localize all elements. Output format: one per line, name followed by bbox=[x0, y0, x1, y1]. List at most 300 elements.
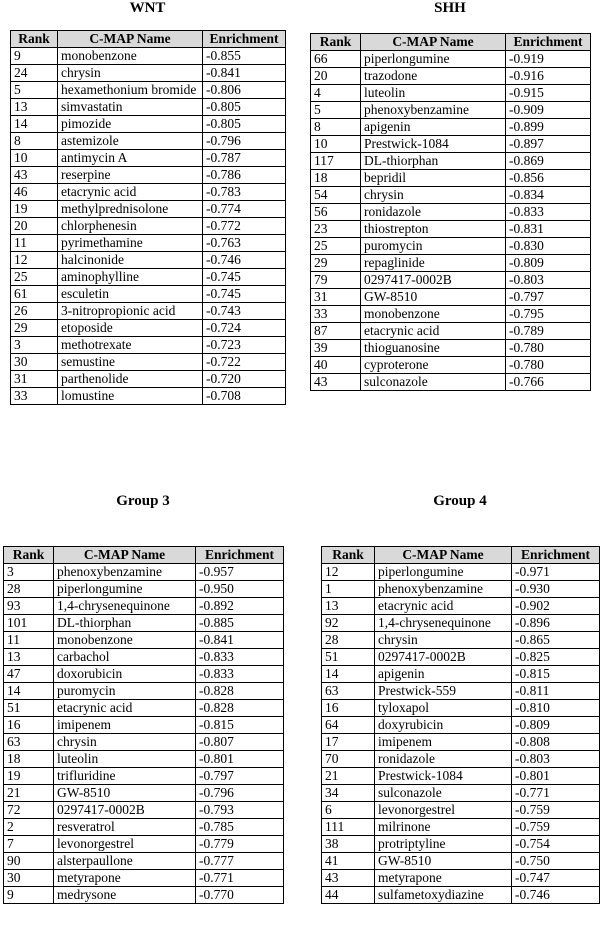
cmap-name-cell: apigenin bbox=[361, 119, 506, 136]
enrichment-cell: -0.841 bbox=[203, 65, 286, 82]
rank-cell: 18 bbox=[4, 751, 54, 768]
enrichment-cell: -0.805 bbox=[203, 99, 286, 116]
enrichment-cell: -0.919 bbox=[506, 51, 591, 68]
enrichment-cell: -0.815 bbox=[196, 717, 284, 734]
enrichment-cell: -0.795 bbox=[506, 306, 591, 323]
rank-cell: 44 bbox=[322, 887, 375, 904]
enrichment-cell: -0.803 bbox=[512, 751, 600, 768]
enrichment-cell: -0.745 bbox=[203, 269, 286, 286]
cmap-name-cell: monobenzone bbox=[58, 48, 203, 65]
enrichment-cell: -0.809 bbox=[506, 255, 591, 272]
enrichment-cell: -0.770 bbox=[196, 887, 284, 904]
enrichment-cell: -0.957 bbox=[196, 564, 284, 581]
rank-cell: 63 bbox=[4, 734, 54, 751]
table-row bbox=[4, 802, 284, 819]
rank-cell: 61 bbox=[11, 286, 58, 303]
rank-cell: 72 bbox=[4, 802, 54, 819]
cmap-name-cell: sulconazole bbox=[361, 374, 506, 391]
cmap-name-cell: Prestwick-1084 bbox=[375, 768, 512, 785]
cmap-name-cell: puromycin bbox=[54, 683, 196, 700]
rank-cell: 34 bbox=[322, 785, 375, 802]
cmap-name-cell: astemizole bbox=[58, 133, 203, 150]
enrichment-cell: -0.746 bbox=[512, 887, 600, 904]
cmap-name-header: C-MAP Name bbox=[58, 31, 203, 48]
shh-table bbox=[310, 33, 591, 391]
rank-cell: 20 bbox=[11, 218, 58, 235]
cmap-name-cell: pyrimethamine bbox=[58, 235, 203, 252]
cmap-name-cell: monobenzone bbox=[361, 306, 506, 323]
cmap-name-cell: chrysin bbox=[54, 734, 196, 751]
rank-cell: 41 bbox=[322, 853, 375, 870]
cmap-name-cell: antimycin A bbox=[58, 150, 203, 167]
cmap-name-cell: puromycin bbox=[361, 238, 506, 255]
enrichment-cell: -0.801 bbox=[196, 751, 284, 768]
cmap-name-cell: monobenzone bbox=[54, 632, 196, 649]
rank-cell: 21 bbox=[322, 768, 375, 785]
enrichment-cell: -0.786 bbox=[203, 167, 286, 184]
rank-cell: 10 bbox=[11, 150, 58, 167]
table-row bbox=[322, 819, 600, 836]
rank-cell: 111 bbox=[322, 819, 375, 836]
enrichment-cell: -0.865 bbox=[512, 632, 600, 649]
enrichment-cell: -0.803 bbox=[506, 272, 591, 289]
enrichment-header: Enrichment bbox=[506, 34, 591, 51]
group4-table-block bbox=[321, 546, 600, 904]
table-row bbox=[4, 598, 284, 615]
rank-cell: 2 bbox=[4, 819, 54, 836]
table-row bbox=[311, 187, 591, 204]
table-row bbox=[4, 768, 284, 785]
cmap-name-cell: hexamethonium bromide bbox=[58, 82, 203, 99]
table-row bbox=[11, 167, 286, 184]
table-row bbox=[322, 649, 600, 666]
rank-cell: 16 bbox=[4, 717, 54, 734]
enrichment-cell: -0.783 bbox=[203, 184, 286, 201]
enrichment-cell: -0.807 bbox=[196, 734, 284, 751]
table-row bbox=[311, 221, 591, 238]
table-row bbox=[11, 320, 286, 337]
cmap-name-cell: simvastatin bbox=[58, 99, 203, 116]
rank-cell: 7 bbox=[4, 836, 54, 853]
rank-cell: 70 bbox=[322, 751, 375, 768]
rank-cell: 29 bbox=[311, 255, 361, 272]
cmap-name-cell: chrysin bbox=[361, 187, 506, 204]
cmap-name-cell: 0297417-0002B bbox=[375, 649, 512, 666]
cmap-name-cell: metyrapone bbox=[54, 870, 196, 887]
table-row bbox=[322, 870, 600, 887]
table-row bbox=[322, 615, 600, 632]
enrichment-cell: -0.746 bbox=[203, 252, 286, 269]
table-row bbox=[311, 170, 591, 187]
table-row bbox=[4, 649, 284, 666]
rank-cell: 92 bbox=[322, 615, 375, 632]
rank-cell: 28 bbox=[4, 581, 54, 598]
cmap-name-cell: esculetin bbox=[58, 286, 203, 303]
table-row bbox=[311, 255, 591, 272]
enrichment-cell: -0.825 bbox=[512, 649, 600, 666]
table-header-row bbox=[4, 547, 284, 564]
enrichment-cell: -0.833 bbox=[196, 649, 284, 666]
cmap-name-cell: sulfametoxydiazine bbox=[375, 887, 512, 904]
table-row bbox=[322, 853, 600, 870]
table-row bbox=[11, 150, 286, 167]
cmap-name-cell: levonorgestrel bbox=[54, 836, 196, 853]
group3-table-block bbox=[3, 546, 284, 904]
enrichment-cell: -0.774 bbox=[203, 201, 286, 218]
enrichment-header: Enrichment bbox=[512, 547, 600, 564]
rank-cell: 64 bbox=[322, 717, 375, 734]
rank-cell: 31 bbox=[11, 371, 58, 388]
rank-cell: 14 bbox=[11, 116, 58, 133]
rank-cell: 5 bbox=[11, 82, 58, 99]
table-row bbox=[311, 238, 591, 255]
enrichment-cell: -0.743 bbox=[203, 303, 286, 320]
group3-table bbox=[3, 546, 284, 904]
enrichment-cell: -0.789 bbox=[506, 323, 591, 340]
table-row bbox=[4, 785, 284, 802]
cmap-name-cell: GW-8510 bbox=[54, 785, 196, 802]
enrichment-cell: -0.841 bbox=[196, 632, 284, 649]
rank-cell: 29 bbox=[11, 320, 58, 337]
rank-cell: 38 bbox=[322, 836, 375, 853]
enrichment-cell: -0.916 bbox=[506, 68, 591, 85]
enrichment-cell: -0.808 bbox=[512, 734, 600, 751]
group3-title: Group 3 bbox=[116, 493, 170, 509]
rank-cell: 101 bbox=[4, 615, 54, 632]
enrichment-cell: -0.909 bbox=[506, 102, 591, 119]
enrichment-cell: -0.771 bbox=[196, 870, 284, 887]
cmap-name-cell: etoposide bbox=[58, 320, 203, 337]
table-row bbox=[4, 615, 284, 632]
rank-cell: 66 bbox=[311, 51, 361, 68]
table-header-row bbox=[322, 547, 600, 564]
cmap-name-cell: thioguanosine bbox=[361, 340, 506, 357]
cmap-name-cell: piperlongumine bbox=[361, 51, 506, 68]
enrichment-cell: -0.892 bbox=[196, 598, 284, 615]
table-row bbox=[4, 751, 284, 768]
rank-cell: 51 bbox=[322, 649, 375, 666]
rank-cell: 26 bbox=[11, 303, 58, 320]
enrichment-cell: -0.766 bbox=[506, 374, 591, 391]
rank-cell: 1 bbox=[322, 581, 375, 598]
enrichment-header: Enrichment bbox=[203, 31, 286, 48]
enrichment-cell: -0.747 bbox=[512, 870, 600, 887]
enrichment-cell: -0.796 bbox=[203, 133, 286, 150]
group4-table bbox=[321, 546, 600, 904]
rank-cell: 3 bbox=[4, 564, 54, 581]
enrichment-cell: -0.796 bbox=[196, 785, 284, 802]
cmap-name-cell: milrinone bbox=[375, 819, 512, 836]
cmap-name-cell: 0297417-0002B bbox=[54, 802, 196, 819]
cmap-name-cell: tyloxapol bbox=[375, 700, 512, 717]
enrichment-cell: -0.885 bbox=[196, 615, 284, 632]
table-row bbox=[322, 598, 600, 615]
table-row bbox=[11, 286, 286, 303]
enrichment-cell: -0.759 bbox=[512, 802, 600, 819]
enrichment-cell: -0.833 bbox=[506, 204, 591, 221]
enrichment-cell: -0.915 bbox=[506, 85, 591, 102]
cmap-name-cell: protriptyline bbox=[375, 836, 512, 853]
enrichment-cell: -0.797 bbox=[506, 289, 591, 306]
enrichment-cell: -0.930 bbox=[512, 581, 600, 598]
cmap-name-cell: DL-thiorphan bbox=[361, 153, 506, 170]
rank-cell: 6 bbox=[322, 802, 375, 819]
table-row bbox=[4, 853, 284, 870]
rank-cell: 31 bbox=[311, 289, 361, 306]
enrichment-cell: -0.797 bbox=[196, 768, 284, 785]
rank-cell: 23 bbox=[311, 221, 361, 238]
rank-cell: 43 bbox=[11, 167, 58, 184]
enrichment-cell: -0.780 bbox=[506, 340, 591, 357]
group4-table-body bbox=[322, 564, 600, 904]
enrichment-cell: -0.899 bbox=[506, 119, 591, 136]
wnt-table-block bbox=[10, 30, 286, 405]
enrichment-cell: -0.809 bbox=[512, 717, 600, 734]
table-row bbox=[11, 218, 286, 235]
cmap-name-cell: repaglinide bbox=[361, 255, 506, 272]
table-row bbox=[11, 65, 286, 82]
rank-cell: 19 bbox=[11, 201, 58, 218]
cmap-name-cell: 1,4-chrysenequinone bbox=[375, 615, 512, 632]
table-row bbox=[311, 153, 591, 170]
rank-cell: 19 bbox=[4, 768, 54, 785]
cmap-name-header: C-MAP Name bbox=[361, 34, 506, 51]
table-row bbox=[4, 717, 284, 734]
cmap-name-cell: chlorphenesin bbox=[58, 218, 203, 235]
cmap-name-cell: chrysin bbox=[58, 65, 203, 82]
cmap-name-cell: metyrapone bbox=[375, 870, 512, 887]
enrichment-cell: -0.772 bbox=[203, 218, 286, 235]
table-row bbox=[4, 564, 284, 581]
table-row bbox=[4, 836, 284, 853]
enrichment-cell: -0.815 bbox=[512, 666, 600, 683]
table-row bbox=[11, 133, 286, 150]
rank-cell: 4 bbox=[311, 85, 361, 102]
enrichment-cell: -0.785 bbox=[196, 819, 284, 836]
enrichment-header: Enrichment bbox=[196, 547, 284, 564]
table-row bbox=[322, 785, 600, 802]
cmap-name-cell: sulconazole bbox=[375, 785, 512, 802]
table-row bbox=[11, 354, 286, 371]
cmap-name-cell: methylprednisolone bbox=[58, 201, 203, 218]
enrichment-cell: -0.793 bbox=[196, 802, 284, 819]
enrichment-cell: -0.723 bbox=[203, 337, 286, 354]
enrichment-cell: -0.828 bbox=[196, 700, 284, 717]
cmap-name-cell: Prestwick-559 bbox=[375, 683, 512, 700]
wnt-table-body bbox=[11, 48, 286, 405]
enrichment-cell: -0.805 bbox=[203, 116, 286, 133]
cmap-name-header: C-MAP Name bbox=[375, 547, 512, 564]
enrichment-cell: -0.777 bbox=[196, 853, 284, 870]
table-row bbox=[11, 184, 286, 201]
rank-cell: 28 bbox=[322, 632, 375, 649]
cmap-name-cell: luteolin bbox=[54, 751, 196, 768]
rank-cell: 5 bbox=[311, 102, 361, 119]
rank-cell: 25 bbox=[311, 238, 361, 255]
enrichment-cell: -0.831 bbox=[506, 221, 591, 238]
table-row bbox=[4, 700, 284, 717]
rank-cell: 54 bbox=[311, 187, 361, 204]
cmap-name-cell: lomustine bbox=[58, 388, 203, 405]
cmap-name-header: C-MAP Name bbox=[54, 547, 196, 564]
rank-cell: 12 bbox=[322, 564, 375, 581]
cmap-name-cell: etacrynic acid bbox=[54, 700, 196, 717]
cmap-name-cell: parthenolide bbox=[58, 371, 203, 388]
table-row bbox=[11, 48, 286, 65]
table-header-row bbox=[11, 31, 286, 48]
cmap-name-cell: aminophylline bbox=[58, 269, 203, 286]
table-row bbox=[11, 337, 286, 354]
enrichment-cell: -0.830 bbox=[506, 238, 591, 255]
table-row bbox=[311, 204, 591, 221]
rank-cell: 21 bbox=[4, 785, 54, 802]
enrichment-cell: -0.724 bbox=[203, 320, 286, 337]
cmap-name-cell: luteolin bbox=[361, 85, 506, 102]
table-row bbox=[322, 768, 600, 785]
enrichment-cell: -0.833 bbox=[196, 666, 284, 683]
cmap-name-cell: phenoxybenzamine bbox=[54, 564, 196, 581]
table-row bbox=[311, 306, 591, 323]
cmap-name-cell: chrysin bbox=[375, 632, 512, 649]
table-row bbox=[11, 82, 286, 99]
rank-cell: 39 bbox=[311, 340, 361, 357]
table-row bbox=[4, 887, 284, 904]
table-row bbox=[11, 252, 286, 269]
cmap-name-cell: 1,4-chrysenequinone bbox=[54, 598, 196, 615]
rank-cell: 47 bbox=[4, 666, 54, 683]
rank-cell: 25 bbox=[11, 269, 58, 286]
table-row bbox=[311, 323, 591, 340]
rank-cell: 3 bbox=[11, 337, 58, 354]
rank-cell: 30 bbox=[11, 354, 58, 371]
rank-cell: 63 bbox=[322, 683, 375, 700]
cmap-name-cell: Prestwick-1084 bbox=[361, 136, 506, 153]
group3-table-body bbox=[4, 564, 284, 904]
table-row bbox=[322, 632, 600, 649]
rank-cell: 56 bbox=[311, 204, 361, 221]
table-row bbox=[11, 235, 286, 252]
table-row bbox=[11, 388, 286, 405]
table-row bbox=[311, 272, 591, 289]
cmap-name-cell: ronidazole bbox=[361, 204, 506, 221]
enrichment-cell: -0.896 bbox=[512, 615, 600, 632]
cmap-name-cell: resveratrol bbox=[54, 819, 196, 836]
table-row bbox=[4, 683, 284, 700]
cmap-name-cell: medrysone bbox=[54, 887, 196, 904]
rank-cell: 13 bbox=[11, 99, 58, 116]
rank-cell: 117 bbox=[311, 153, 361, 170]
group4-title: Group 4 bbox=[433, 493, 487, 509]
cmap-name-cell: ronidazole bbox=[375, 751, 512, 768]
table-row bbox=[311, 119, 591, 136]
rank-cell: 14 bbox=[4, 683, 54, 700]
table-row bbox=[311, 357, 591, 374]
rank-cell: 79 bbox=[311, 272, 361, 289]
table-row bbox=[311, 102, 591, 119]
table-row bbox=[322, 717, 600, 734]
rank-cell: 9 bbox=[4, 887, 54, 904]
enrichment-cell: -0.779 bbox=[196, 836, 284, 853]
shh-title: SHH bbox=[434, 0, 466, 16]
table-row bbox=[11, 201, 286, 218]
cmap-name-cell: doxorubicin bbox=[54, 666, 196, 683]
rank-cell: 43 bbox=[322, 870, 375, 887]
rank-header: Rank bbox=[11, 31, 58, 48]
enrichment-cell: -0.855 bbox=[203, 48, 286, 65]
table-row bbox=[311, 85, 591, 102]
enrichment-cell: -0.950 bbox=[196, 581, 284, 598]
cmap-name-cell: trazodone bbox=[361, 68, 506, 85]
table-row bbox=[311, 374, 591, 391]
cmap-name-cell: alsterpaullone bbox=[54, 853, 196, 870]
table-row bbox=[322, 887, 600, 904]
enrichment-cell: -0.754 bbox=[512, 836, 600, 853]
rank-cell: 33 bbox=[11, 388, 58, 405]
enrichment-cell: -0.763 bbox=[203, 235, 286, 252]
rank-cell: 13 bbox=[4, 649, 54, 666]
enrichment-cell: -0.745 bbox=[203, 286, 286, 303]
enrichment-cell: -0.787 bbox=[203, 150, 286, 167]
enrichment-cell: -0.856 bbox=[506, 170, 591, 187]
cmap-name-cell: piperlongumine bbox=[375, 564, 512, 581]
rank-cell: 40 bbox=[311, 357, 361, 374]
table-row bbox=[4, 581, 284, 598]
cmap-name-cell: bepridil bbox=[361, 170, 506, 187]
cmap-name-cell: halcinonide bbox=[58, 252, 203, 269]
rank-cell: 24 bbox=[11, 65, 58, 82]
enrichment-cell: -0.806 bbox=[203, 82, 286, 99]
rank-header: Rank bbox=[322, 547, 375, 564]
rank-cell: 46 bbox=[11, 184, 58, 201]
shh-table-block bbox=[310, 33, 591, 391]
rank-cell: 30 bbox=[4, 870, 54, 887]
rank-cell: 90 bbox=[4, 853, 54, 870]
enrichment-cell: -0.902 bbox=[512, 598, 600, 615]
cmap-name-cell: doxyrubicin bbox=[375, 717, 512, 734]
enrichment-cell: -0.771 bbox=[512, 785, 600, 802]
cmap-name-cell: 3-nitropropionic acid bbox=[58, 303, 203, 320]
table-row bbox=[4, 734, 284, 751]
enrichment-cell: -0.810 bbox=[512, 700, 600, 717]
table-row bbox=[311, 289, 591, 306]
enrichment-cell: -0.801 bbox=[512, 768, 600, 785]
rank-cell: 11 bbox=[11, 235, 58, 252]
rank-cell: 12 bbox=[11, 252, 58, 269]
table-row bbox=[11, 99, 286, 116]
enrichment-cell: -0.708 bbox=[203, 388, 286, 405]
cmap-name-cell: pimozide bbox=[58, 116, 203, 133]
rank-cell: 13 bbox=[322, 598, 375, 615]
table-row bbox=[322, 666, 600, 683]
enrichment-cell: -0.811 bbox=[512, 683, 600, 700]
enrichment-cell: -0.971 bbox=[512, 564, 600, 581]
rank-cell: 18 bbox=[311, 170, 361, 187]
enrichment-cell: -0.828 bbox=[196, 683, 284, 700]
wnt-table bbox=[10, 30, 286, 405]
table-row bbox=[311, 51, 591, 68]
table-row bbox=[11, 371, 286, 388]
cmap-name-cell: 0297417-0002B bbox=[361, 272, 506, 289]
table-row bbox=[322, 751, 600, 768]
cmap-name-cell: apigenin bbox=[375, 666, 512, 683]
rank-cell: 14 bbox=[322, 666, 375, 683]
shh-table-body bbox=[311, 51, 591, 391]
rank-header: Rank bbox=[4, 547, 54, 564]
rank-cell: 93 bbox=[4, 598, 54, 615]
cmap-name-cell: reserpine bbox=[58, 167, 203, 184]
table-row bbox=[11, 303, 286, 320]
table-row bbox=[322, 836, 600, 853]
